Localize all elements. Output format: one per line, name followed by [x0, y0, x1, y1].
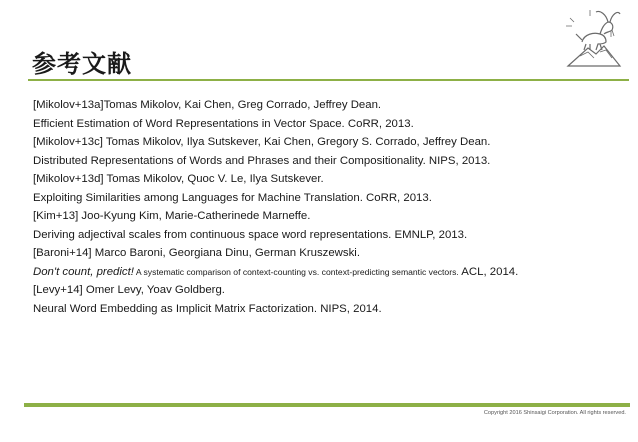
reference-details: Distributed Representations of Words and Phrases and their Compositionality. NIPS, 2013. — [33, 154, 491, 167]
reference-details — [33, 263, 633, 282]
reference-citation: [Mikolov+13c] Tomas Mikolov, Ilya Sutskever, Kai Chen, Gregory S. Corrado, Jeffrey Dean. — [33, 136, 491, 148]
reference-levy14 — [33, 281, 633, 318]
reference-citation: [Mikolov+13d] Tomas Mikolov, Quoc V. Le, Ilya Sutskever. — [33, 173, 324, 185]
reference-citation: [Baroni+14] Marco Baroni, Georgiana Dinu, German Kruszewski. — [33, 247, 360, 259]
reference-mikolov13c — [33, 133, 633, 170]
title-underline — [28, 79, 629, 81]
goat-on-mountain-logo — [560, 4, 624, 70]
reference-paper-subtitle: A systematic comparison of context-counting vs. context-predicting semantic vectors. — [133, 266, 459, 277]
reference-kim13 — [33, 207, 633, 244]
reference-paper-title: Don't count, predict! — [33, 265, 134, 278]
copyright-notice: Copyright 2016 Shinsaigi Corporation. All rights reserved. — [483, 410, 626, 416]
reference-citation: [Levy+14] Omer Levy, Yoav Goldberg. — [33, 284, 225, 296]
reference-details: Exploiting Similarities among Languages for Machine Translation. CoRR, 2013. — [33, 191, 432, 204]
reference-citation: [Kim+13] Joo-Kyung Kim, Marie-Catherinede Marneffe. — [33, 210, 311, 222]
footer-rule — [24, 403, 630, 407]
reference-details: Deriving adjectival scales from continuous space word representations. EMNLP, 2013. — [33, 228, 468, 241]
reference-baroni14 — [33, 244, 633, 281]
page-title: 参考文献 — [32, 50, 132, 78]
reference-venue: ACL, 2014. — [458, 265, 519, 278]
reference-mikolov13d — [33, 170, 633, 207]
reference-citation: [Mikolov+13a]Tomas Mikolov, Kai Chen, Greg Corrado, Jeffrey Dean. — [33, 99, 382, 111]
reference-list — [33, 96, 633, 318]
reference-mikolov13a — [33, 96, 633, 133]
reference-details: Efficient Estimation of Word Representations in Vector Space. CoRR, 2013. — [33, 117, 414, 130]
reference-details: Neural Word Embedding as Implicit Matrix Factorization. NIPS, 2014. — [33, 302, 382, 315]
